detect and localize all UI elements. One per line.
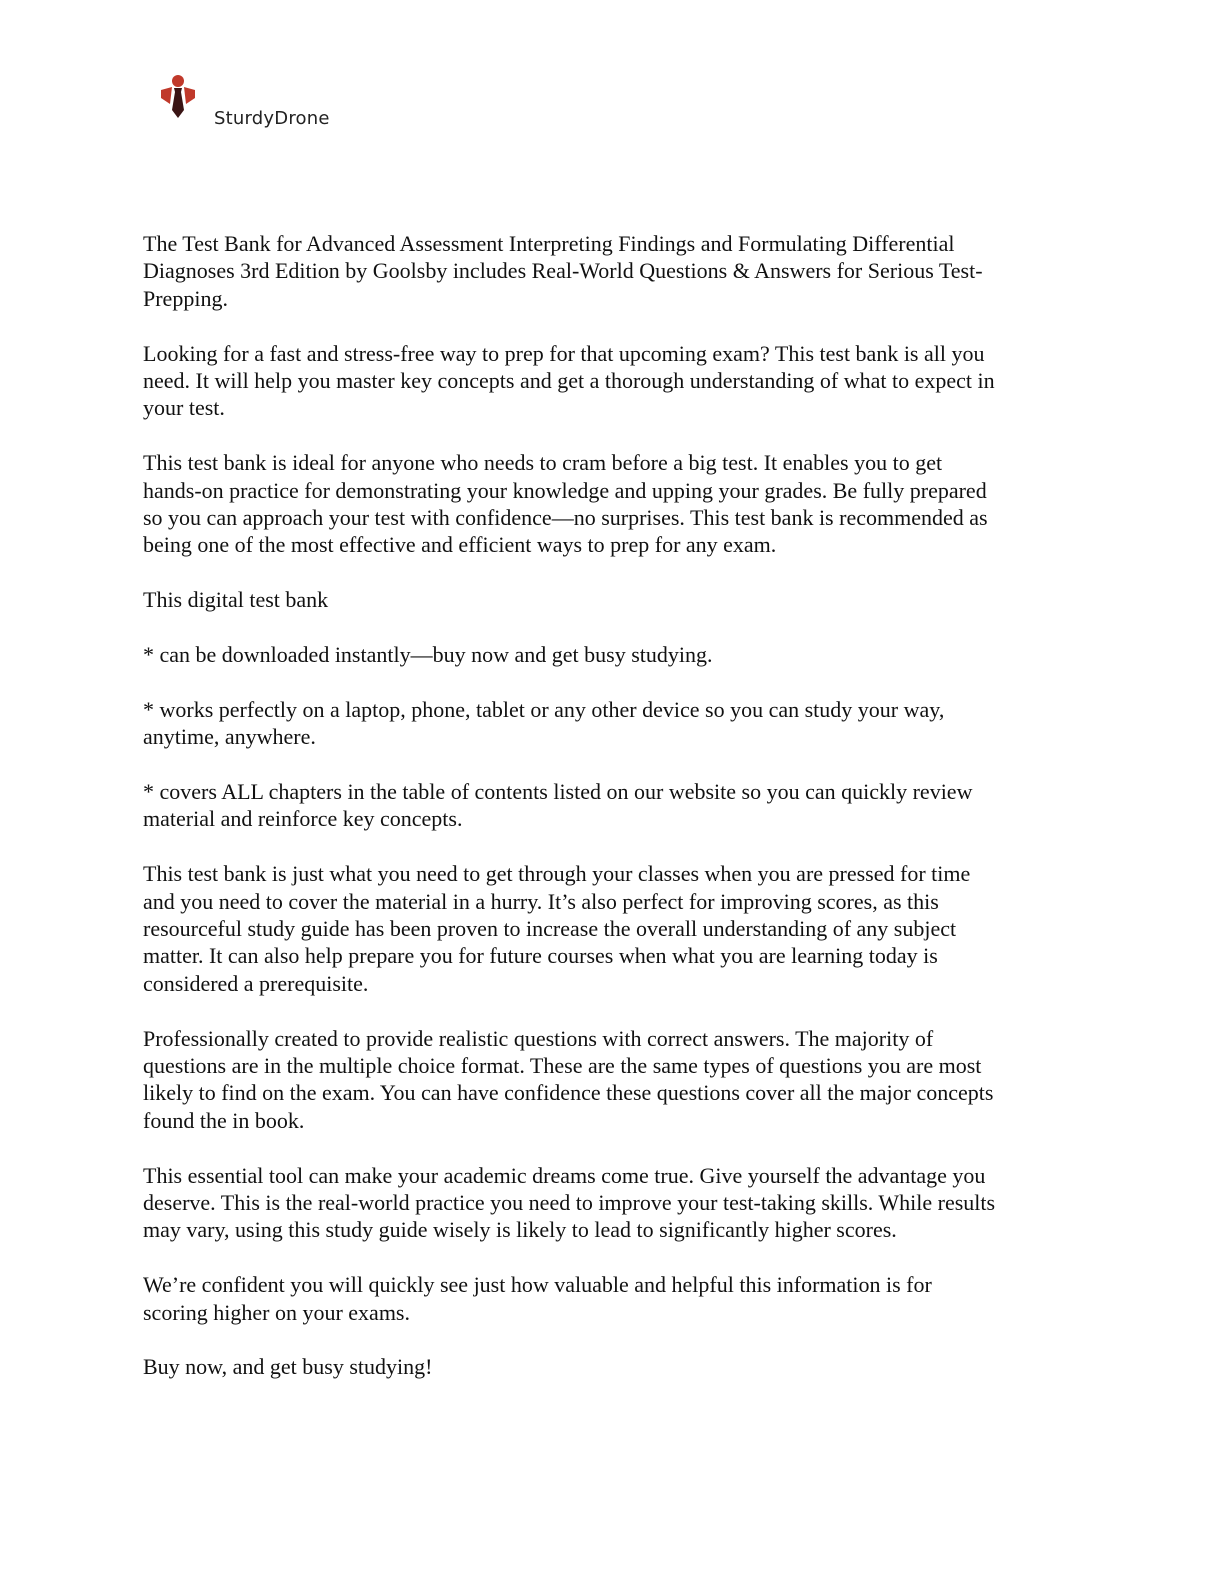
- text-line: Diagnoses 3rd Edition by Goolsby includes Real-World Questions & Answers for Serious Test-: [143, 258, 983, 284]
- text-line: scoring higher on your exams.: [143, 1299, 410, 1325]
- text-line: hands-on practice for demonstrating your knowledge and upping your grades. Be fully prepared: [143, 477, 987, 503]
- text-line: considered a prerequisite.: [143, 970, 369, 996]
- text-line: and you need to cover the material in a hurry. It’s also perfect for improving scores, as this: [143, 888, 939, 914]
- brand-name: SturdyDrone: [214, 108, 330, 129]
- text-line: Professionally created to provide realistic questions with correct answers. The majority of: [143, 1025, 934, 1051]
- text-line: being one of the most effective and efficient ways to prep for any exam.: [143, 532, 777, 558]
- text-line: * can be downloaded instantly—buy now and get busy studying.: [143, 642, 713, 668]
- paragraph: [143, 340, 1083, 422]
- text-line: Prepping.: [143, 285, 228, 311]
- paragraph: [143, 860, 1083, 997]
- text-line: found the in book.: [143, 1107, 305, 1133]
- paragraph: [143, 230, 1083, 312]
- text-line: * works perfectly on a laptop, phone, tablet or any other device so you can study your way,: [143, 696, 945, 722]
- text-line: resourceful study guide has been proven to increase the overall understanding of any subject: [143, 916, 957, 942]
- sturdydrone-logo: [158, 74, 338, 138]
- text-line: matter. It can also help prepare you for future courses when what you are learning today is: [143, 943, 938, 969]
- document-body: [143, 230, 1083, 1408]
- paragraph: [143, 449, 1083, 559]
- text-line: may vary, using this study guide wisely is likely to lead to significantly higher scores.: [143, 1217, 897, 1243]
- text-line: Buy now, and get busy studying!: [143, 1354, 433, 1380]
- text-line: * covers ALL chapters in the table of contents listed on our website so you can quickly review: [143, 779, 973, 805]
- text-line: deserve. This is the real-world practice you need to improve your test-taking skills. While results: [143, 1190, 996, 1216]
- text-line: This essential tool can make your academic dreams come true. Give yourself the advantage you: [143, 1162, 986, 1188]
- paragraph: [143, 1353, 1083, 1380]
- paragraph: [143, 1271, 1083, 1326]
- text-line: questions are in the multiple choice format. These are the same types of questions you are most: [143, 1053, 982, 1079]
- text-line: likely to find on the exam. You can have confidence these questions cover all the major concepts: [143, 1080, 994, 1106]
- paragraph: [143, 641, 1083, 668]
- paragraph: [143, 1162, 1083, 1244]
- paragraph: [143, 586, 1083, 613]
- text-line: This digital test bank: [143, 587, 329, 613]
- text-line: anytime, anywhere.: [143, 724, 316, 750]
- text-line: We’re confident you will quickly see just how valuable and helpful this information is for: [143, 1272, 932, 1298]
- text-line: This test bank is just what you need to get through your classes when you are pressed for time: [143, 861, 971, 887]
- paragraph: [143, 696, 1083, 751]
- text-line: need. It will help you master key concepts and get a thorough understanding of what to expect in: [143, 368, 995, 394]
- text-line: so you can approach your test with confidence—no surprises. This test bank is recommended as: [143, 505, 988, 531]
- text-line: material and reinforce key concepts.: [143, 806, 463, 832]
- paragraph: [143, 778, 1083, 833]
- tie-logo-icon: [158, 74, 198, 124]
- text-line: Looking for a fast and stress-free way to prep for that upcoming exam? This test bank is all you: [143, 340, 985, 366]
- text-line: The Test Bank for Advanced Assessment Interpreting Findings and Formulating Differential: [143, 231, 955, 256]
- paragraph: [143, 1025, 1083, 1135]
- text-line: your test.: [143, 395, 225, 421]
- text-line: This test bank is ideal for anyone who needs to cram before a big test. It enables you to get: [143, 450, 943, 476]
